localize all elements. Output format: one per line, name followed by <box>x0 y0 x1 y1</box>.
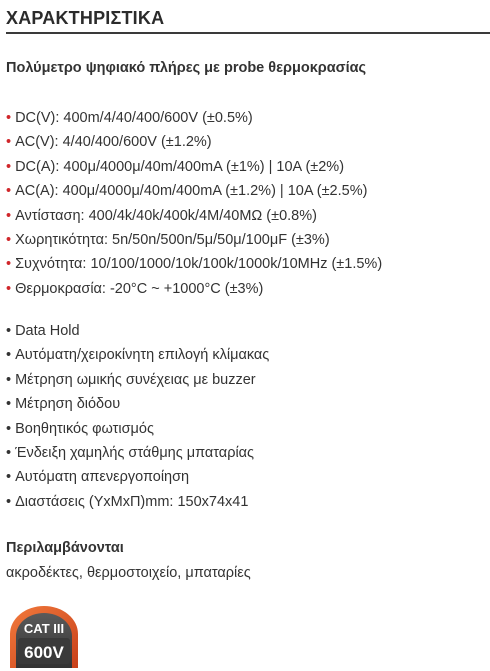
feature-list <box>6 319 269 514</box>
bullet-icon: • <box>6 256 12 273</box>
bullet-icon: • <box>6 280 12 297</box>
feature-text: Data Hold <box>15 323 80 339</box>
badge-line2: 600V <box>24 643 64 662</box>
included-text: ακροδέκτες, θερμοστοιχείο, μπαταρίες <box>6 565 251 581</box>
section-title: ΧΑΡΑΚΤΗΡΙΣΤΙΚΑ <box>6 8 165 28</box>
spec-text: DC(V): 400m/4/40/400/600V (±0.5%) <box>15 110 253 126</box>
feature-text: Αυτόματη/χειροκίνητη επιλογή κλίμακας <box>15 347 270 364</box>
spec-item <box>6 252 382 276</box>
spec-text: Θερμοκρασία: -20°C ~ +1000°C (±3%) <box>15 280 264 297</box>
bullet-icon: • <box>6 323 12 339</box>
bullet-icon: • <box>6 183 12 200</box>
bullet-icon: • <box>6 420 12 437</box>
spec-item <box>6 130 382 154</box>
bullet-icon: • <box>6 347 12 364</box>
included-title: Περιλαμβάνονται <box>6 540 124 556</box>
spec-item <box>6 277 382 301</box>
spec-list <box>6 106 382 301</box>
bullet-icon: • <box>6 469 12 486</box>
bullet-icon: • <box>6 134 12 151</box>
bullet-icon: • <box>6 396 12 413</box>
spec-text: Συχνότητα: 10/100/1000/10k/100k/1000k/10MHz (±1.5%) <box>15 256 383 273</box>
feature-text: Ένδειξη χαμηλής στάθμης μπαταρίας <box>15 445 255 462</box>
spec-text: Αντίσταση: 400/4k/40k/400k/4M/40MΩ (±0.8%) <box>15 207 317 224</box>
feature-item <box>6 417 269 441</box>
section-header <box>6 8 490 34</box>
spec-text: AC(V): 4/40/400/600V (±1.2%) <box>15 134 212 151</box>
product-subtitle: Πολύμετρο ψηφιακό πλήρες με probe θερμοκρασίας <box>6 60 367 76</box>
spec-item <box>6 204 382 228</box>
feature-item <box>6 319 269 343</box>
feature-text: Διαστάσεις (ΥxΜxΠ)mm: 150x74x41 <box>15 493 249 510</box>
spec-item <box>6 155 382 179</box>
bullet-icon: • <box>6 371 12 388</box>
spec-item <box>6 179 382 203</box>
bullet-icon: • <box>6 110 12 126</box>
bullet-icon: • <box>6 232 12 249</box>
badge-line1: CAT III <box>23 621 65 636</box>
feature-item <box>6 465 269 489</box>
cat-iii-badge-icon <box>4 606 84 668</box>
feature-item <box>6 490 269 514</box>
feature-item <box>6 343 269 367</box>
spec-item <box>6 106 382 130</box>
bullet-icon: • <box>6 207 12 224</box>
spec-text: DC(A): 400μ/4000μ/40m/400mA (±1%) | 10A (±2%) <box>15 158 345 175</box>
feature-text: Μέτρηση διόδου <box>15 396 121 413</box>
feature-text: Βοηθητικός φωτισμός <box>15 420 154 437</box>
bullet-icon: • <box>6 493 12 510</box>
bullet-icon: • <box>6 158 12 175</box>
bullet-icon: • <box>6 445 12 462</box>
feature-item <box>6 392 269 416</box>
feature-item <box>6 441 269 465</box>
spec-text: AC(A): 400μ/4000μ/40m/400mA (±1.2%) | 10A (±2.5%) <box>15 183 368 200</box>
spec-text: Χωρητικότητα: 5n/50n/500n/5μ/50μ/100μF (±3%) <box>15 232 330 249</box>
spec-item <box>6 228 382 252</box>
feature-item <box>6 368 269 392</box>
feature-text: Μέτρηση ωμικής συνέχειας με buzzer <box>15 371 256 388</box>
feature-text: Αυτόματη απενεργοποίηση <box>15 469 190 486</box>
